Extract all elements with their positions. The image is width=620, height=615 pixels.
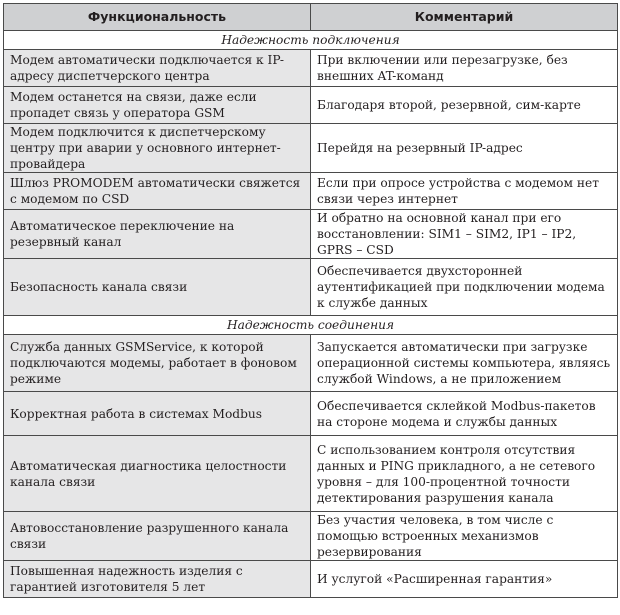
feature-cell: Модем автоматически подключается к IP-адресу диспетчерского центра xyxy=(4,50,311,87)
comment-cell: Если при опросе устройства с модемом нет связи через интернет xyxy=(311,173,618,210)
comment-cell: Без участия человека, в том числе с помощью встроенных механизмов резервирования xyxy=(311,512,618,561)
table-row xyxy=(4,50,618,87)
table-row xyxy=(4,392,618,436)
feature-cell: Автовосстановление разрушенного канала связи xyxy=(4,512,311,561)
comment-cell: Благодаря второй, резервной, сим-карте xyxy=(311,87,618,124)
comment-cell: При включении или перезагрузке, без внешних AT-команд xyxy=(311,50,618,87)
table-row xyxy=(4,436,618,512)
feature-cell: Безопасность канала связи xyxy=(4,259,311,316)
header-functionality: Функциональность xyxy=(4,4,311,31)
feature-cell: Автоматическое переключение на резервный канал xyxy=(4,210,311,259)
feature-cell: Корректная работа в системах Modbus xyxy=(4,392,311,436)
section-row xyxy=(4,31,618,50)
table-row xyxy=(4,561,618,598)
table-row xyxy=(4,335,618,392)
header-comment: Комментарий xyxy=(311,4,618,31)
table-row xyxy=(4,259,618,316)
feature-cell: Повышенная надежность изделия с гарантией изготовителя 5 лет xyxy=(4,561,311,598)
comment-cell: И обратно на основной канал при его восстановлении: SIM1 – SIM2, IP1 – IP2, GPRS – CSD xyxy=(311,210,618,259)
table-row xyxy=(4,173,618,210)
table-row xyxy=(4,87,618,124)
section-row xyxy=(4,316,618,335)
table-row xyxy=(4,512,618,561)
feature-cell: Шлюз PROMODEM автоматически свяжется с модемом по CSD xyxy=(4,173,311,210)
feature-cell: Служба данных GSMService, к которой подключаются модемы, работает в фоновом режиме xyxy=(4,335,311,392)
header-row xyxy=(4,4,618,31)
feature-cell: Модем подключится к диспетчерскому центру при аварии у основного интернет-провайдера xyxy=(4,124,311,173)
table-row xyxy=(4,124,618,173)
comment-cell: Запускается автоматически при загрузке операционной системы компьютера, являясь службой Windows, а не приложением xyxy=(311,335,618,392)
feature-cell: Автоматическая диагностика целостности канала связи xyxy=(4,436,311,512)
table-row xyxy=(4,210,618,259)
comment-cell: Обеспечивается двухсторонней аутентификацией при подключении модема к службе данных xyxy=(311,259,618,316)
comment-cell: И услугой «Расширенная гарантия» xyxy=(311,561,618,598)
comment-cell: Обеспечивается склейкой Modbus-пакетов на стороне модема и службы данных xyxy=(311,392,618,436)
feature-cell: Модем останется на связи, даже если пропадет связь у оператора GSM xyxy=(4,87,311,124)
section-title-session: Надежность соединения xyxy=(4,316,618,335)
comment-cell: С использованием контроля отсутствия данных и PING прикладного, а не сетевого уровня – для 100-процентной точности детектирования разрушения канала xyxy=(311,436,618,512)
comment-cell: Перейдя на резервный IP-адрес xyxy=(311,124,618,173)
section-title-connection: Надежность подключения xyxy=(4,31,618,50)
functionality-table xyxy=(3,3,618,598)
